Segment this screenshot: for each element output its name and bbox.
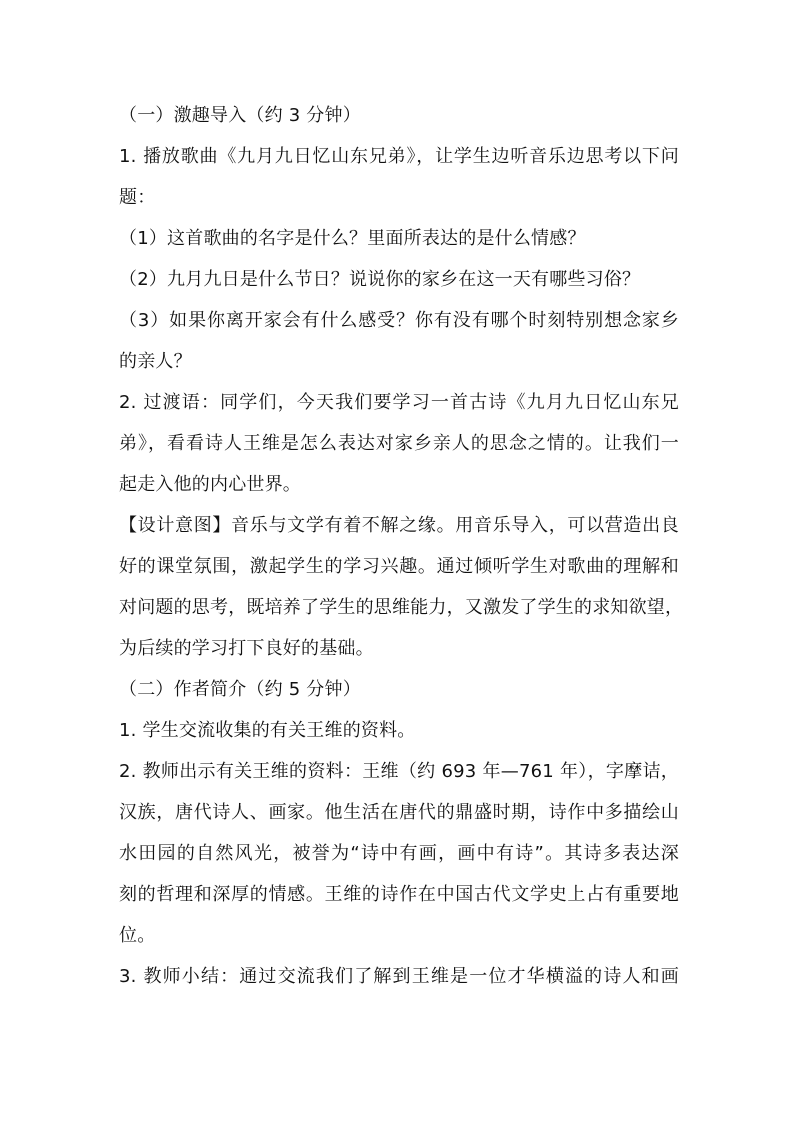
- paragraph-line: 2. 教师出示有关王维的资料：王维（约 693 年—761 年），字摩诘，: [119, 761, 679, 782]
- section-heading-intro: （一）激趣导入（约 3 分钟）: [119, 105, 361, 126]
- paragraph-line: 1. 播放歌曲《九月九日忆山东兄弟》，让学生边听音乐边思考以下问: [119, 146, 679, 167]
- design-intent-line: 好的课堂氛围，激起学生的学习兴趣。通过倾听学生对歌曲的理解和: [119, 556, 679, 577]
- question-line: （3）如果你离开家会有什么感受？你有没有哪个时刻特别想念家乡: [119, 310, 679, 331]
- design-intent-line: 对问题的思考，既培养了学生的思维能力，又激发了学生的求知欲望，: [119, 597, 684, 618]
- question-line: （1）这首歌曲的名字是什么？里面所表达的是什么情感？: [119, 228, 586, 249]
- question-line: 的亲人？: [119, 351, 192, 372]
- design-intent-line: 为后续的学习打下良好的基础。: [119, 638, 374, 659]
- paragraph-line: 2. 过渡语：同学们，今天我们要学习一首古诗《九月九日忆山东兄: [119, 392, 679, 413]
- paragraph-line: 3. 教师小结：通过交流我们了解到王维是一位才华横溢的诗人和画: [119, 966, 679, 987]
- paragraph-line: 题：: [119, 187, 156, 208]
- paragraph-line: 弟》，看看诗人王维是怎么表达对家乡亲人的思念之情的。让我们一: [119, 433, 679, 454]
- document-page: [119, 95, 684, 997]
- paragraph-line: 刻的哲理和深厚的情感。王维的诗作在中国古代文学史上占有重要地: [119, 884, 679, 905]
- paragraph-line: 汉族，唐代诗人、画家。他生活在唐代的鼎盛时期，诗作中多描绘山: [119, 802, 679, 823]
- design-intent-line: 【设计意图】音乐与文学有着不解之缘。用音乐导入，可以营造出良: [119, 515, 679, 536]
- paragraph-line: 位。: [119, 925, 156, 946]
- paragraph-line: 起走入他的内心世界。: [119, 474, 301, 495]
- paragraph-line: 水田园的自然风光，被誉为“诗中有画，画中有诗”。其诗多表达深: [119, 843, 679, 864]
- section-heading-author: （二）作者简介（约 5 分钟）: [119, 679, 361, 700]
- paragraph-line: 1. 学生交流收集的有关王维的资料。: [119, 720, 416, 741]
- question-line: （2）九月九日是什么节日？说说你的家乡在这一天有哪些习俗？: [119, 269, 641, 290]
